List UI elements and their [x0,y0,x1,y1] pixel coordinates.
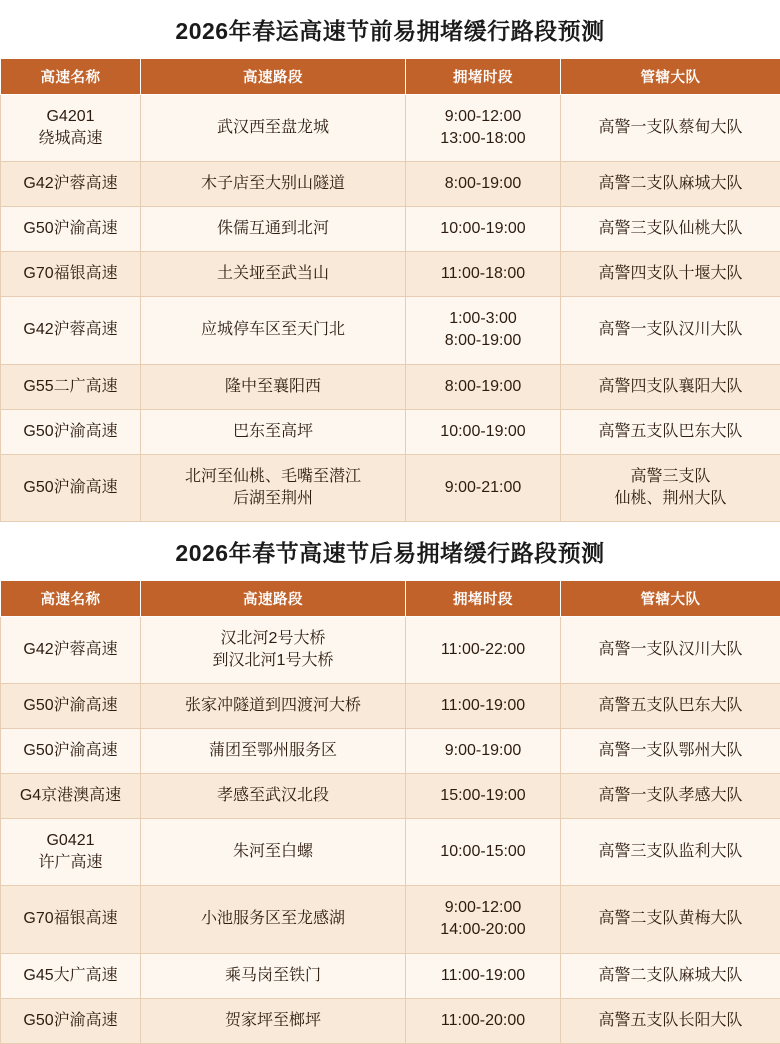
cell-text-line: 朱河至白螺 [147,841,399,863]
section-title: 2026年春节高速节后易拥堵缓行路段预测 [0,522,780,580]
cell-text-line: 15:00-19:00 [412,785,554,807]
column-header-congestion-time: 拥堵时段 [406,580,561,616]
table-body [1,616,780,1043]
cell-text-line: 11:00-18:00 [412,263,554,285]
cell-congestion-time [406,95,561,162]
cell-congestion-time [406,729,561,774]
cell-highway-name [1,774,141,819]
table-row [1,953,780,998]
cell-congestion-time [406,819,561,886]
table-row [1,616,780,683]
section-title: 2026年春运高速节前易拥堵缓行路段预测 [0,0,780,58]
cell-text-line: G42沪蓉高速 [7,319,134,341]
column-header-jurisdiction-unit: 管辖大队 [561,59,780,95]
cell-text-line: 9:00-21:00 [412,477,554,499]
cell-highway-name [1,953,141,998]
cell-text-line: G50沪渝高速 [7,421,134,443]
cell-text-line: G4201 [7,106,134,128]
cell-text-line: 土关垭至武当山 [147,263,399,285]
cell-text-line: 11:00-20:00 [412,1010,554,1032]
cell-text-line: G50沪渝高速 [7,1010,134,1032]
table-row [1,409,780,454]
cell-jurisdiction-unit [561,364,780,409]
cell-congestion-time [406,297,561,364]
cell-jurisdiction-unit [561,998,780,1043]
cell-highway-name [1,207,141,252]
cell-text-line: 贺家坪至榔坪 [147,1010,399,1032]
cell-congestion-time [406,409,561,454]
cell-highway-segment [141,819,406,886]
table-body [1,95,780,522]
cell-text-line: G70福银高速 [7,908,134,930]
cell-text-line: 北河至仙桃、毛嘴至潜江 [147,466,399,488]
cell-congestion-time [406,886,561,953]
cell-highway-segment [141,886,406,953]
cell-text-line: G4京港澳高速 [7,785,134,807]
column-header-highway-segment: 高速路段 [141,580,406,616]
column-header-highway-name: 高速名称 [1,59,141,95]
cell-highway-name [1,729,141,774]
cell-text-line: 应城停车区至天门北 [147,319,399,341]
column-header-highway-name: 高速名称 [1,580,141,616]
cell-text-line: 小池服务区至龙感湖 [147,908,399,930]
cell-congestion-time [406,454,561,521]
cell-congestion-time [406,953,561,998]
cell-text-line: 许广高速 [7,852,134,874]
cell-text-line: 10:00-19:00 [412,421,554,443]
cell-jurisdiction-unit [561,729,780,774]
cell-highway-name [1,162,141,207]
cell-text-line: G70福银高速 [7,263,134,285]
cell-text-line: 木子店至大别山隧道 [147,173,399,195]
cell-highway-segment [141,684,406,729]
cell-text-line: 高警一支队汉川大队 [567,319,774,341]
cell-text-line: 1:00-3:00 [412,308,554,330]
cell-text-line: 高警二支队黄梅大队 [567,908,774,930]
cell-jurisdiction-unit [561,774,780,819]
table-row [1,162,780,207]
cell-text-line: 乘马岗至铁门 [147,965,399,987]
cell-congestion-time [406,364,561,409]
cell-highway-segment [141,95,406,162]
cell-text-line: 高警四支队十堰大队 [567,263,774,285]
cell-highway-segment [141,998,406,1043]
cell-text-line: 高警二支队麻城大队 [567,965,774,987]
cell-text-line: 高警三支队监利大队 [567,841,774,863]
table-header-row [1,59,780,95]
cell-congestion-time [406,684,561,729]
cell-highway-segment [141,774,406,819]
cell-text-line: 绕城高速 [7,128,134,150]
cell-text-line: 高警一支队汉川大队 [567,639,774,661]
cell-jurisdiction-unit [561,252,780,297]
cell-highway-segment [141,162,406,207]
cell-text-line: 9:00-12:00 [412,106,554,128]
cell-text-line: 11:00-22:00 [412,639,554,661]
column-header-congestion-time: 拥堵时段 [406,59,561,95]
cell-highway-name [1,616,141,683]
cell-highway-name [1,364,141,409]
cell-highway-segment [141,409,406,454]
cell-congestion-time [406,207,561,252]
cell-highway-segment [141,207,406,252]
column-header-jurisdiction-unit: 管辖大队 [561,580,780,616]
cell-text-line: 13:00-18:00 [412,128,554,150]
cell-text-line: 10:00-19:00 [412,218,554,240]
cell-text-line: 8:00-19:00 [412,330,554,352]
cell-text-line: 高警一支队鄂州大队 [567,740,774,762]
cell-text-line: G50沪渝高速 [7,695,134,717]
table-row [1,774,780,819]
cell-text-line: 高警四支队襄阳大队 [567,376,774,398]
cell-text-line: 到汉北河1号大桥 [147,650,399,672]
cell-jurisdiction-unit [561,886,780,953]
cell-text-line: 隆中至襄阳西 [147,376,399,398]
cell-text-line: G45大广高速 [7,965,134,987]
table-row [1,819,780,886]
cell-text-line: 8:00-19:00 [412,173,554,195]
cell-highway-name [1,297,141,364]
cell-text-line: 高警三支队 [567,466,774,488]
cell-jurisdiction-unit [561,162,780,207]
cell-highway-name [1,409,141,454]
cell-jurisdiction-unit [561,297,780,364]
cell-text-line: 张家冲隧道到四渡河大桥 [147,695,399,717]
cell-congestion-time [406,998,561,1043]
cell-text-line: 仙桃、荆州大队 [567,488,774,510]
cell-highway-segment [141,297,406,364]
cell-highway-segment [141,364,406,409]
cell-highway-name [1,819,141,886]
cell-highway-name [1,454,141,521]
cell-highway-segment [141,616,406,683]
cell-text-line: 高警一支队蔡甸大队 [567,117,774,139]
cell-text-line: G50沪渝高速 [7,477,134,499]
cell-text-line: 武汉西至盘龙城 [147,117,399,139]
column-header-highway-segment: 高速路段 [141,59,406,95]
cell-highway-segment [141,454,406,521]
cell-text-line: G50沪渝高速 [7,740,134,762]
cell-text-line: 9:00-19:00 [412,740,554,762]
cell-text-line: 高警一支队孝感大队 [567,785,774,807]
cell-text-line: G55二广高速 [7,376,134,398]
cell-text-line: 高警五支队长阳大队 [567,1010,774,1032]
cell-text-line: 11:00-19:00 [412,965,554,987]
cell-congestion-time [406,616,561,683]
cell-congestion-time [406,252,561,297]
cell-jurisdiction-unit [561,953,780,998]
table-row [1,729,780,774]
cell-text-line: 高警五支队巴东大队 [567,421,774,443]
cell-jurisdiction-unit [561,207,780,252]
cell-congestion-time [406,162,561,207]
cell-jurisdiction-unit [561,616,780,683]
cell-highway-segment [141,953,406,998]
table-row [1,684,780,729]
cell-text-line: 14:00-20:00 [412,919,554,941]
congestion-table-post-holiday [0,580,780,1044]
cell-text-line: G42沪蓉高速 [7,173,134,195]
cell-text-line: 高警三支队仙桃大队 [567,218,774,240]
cell-text-line: 高警二支队麻城大队 [567,173,774,195]
cell-text-line: 9:00-12:00 [412,897,554,919]
cell-jurisdiction-unit [561,454,780,521]
cell-text-line: 10:00-15:00 [412,841,554,863]
cell-highway-name [1,998,141,1043]
table-row [1,364,780,409]
cell-highway-name [1,252,141,297]
cell-jurisdiction-unit [561,819,780,886]
cell-text-line: 11:00-19:00 [412,695,554,717]
cell-text-line: 汉北河2号大桥 [147,628,399,650]
cell-highway-name [1,886,141,953]
cell-text-line: G50沪渝高速 [7,218,134,240]
table-row [1,886,780,953]
cell-congestion-time [406,774,561,819]
cell-jurisdiction-unit [561,409,780,454]
cell-text-line: 后湖至荆州 [147,488,399,510]
table-row [1,297,780,364]
table-row [1,207,780,252]
table-row [1,95,780,162]
table-row [1,454,780,521]
cell-jurisdiction-unit [561,684,780,729]
cell-text-line: 巴东至高坪 [147,421,399,443]
section-post-holiday [0,522,780,1044]
cell-jurisdiction-unit [561,95,780,162]
cell-text-line: G42沪蓉高速 [7,639,134,661]
cell-text-line: 蒲团至鄂州服务区 [147,740,399,762]
cell-text-line: 8:00-19:00 [412,376,554,398]
cell-highway-name [1,95,141,162]
cell-highway-segment [141,252,406,297]
table-header-row [1,580,780,616]
congestion-table-pre-holiday [0,58,780,522]
cell-text-line: G0421 [7,830,134,852]
cell-highway-segment [141,729,406,774]
cell-text-line: 侏儒互通到北河 [147,218,399,240]
cell-text-line: 孝感至武汉北段 [147,785,399,807]
cell-highway-name [1,684,141,729]
table-row [1,998,780,1043]
cell-text-line: 高警五支队巴东大队 [567,695,774,717]
table-row [1,252,780,297]
